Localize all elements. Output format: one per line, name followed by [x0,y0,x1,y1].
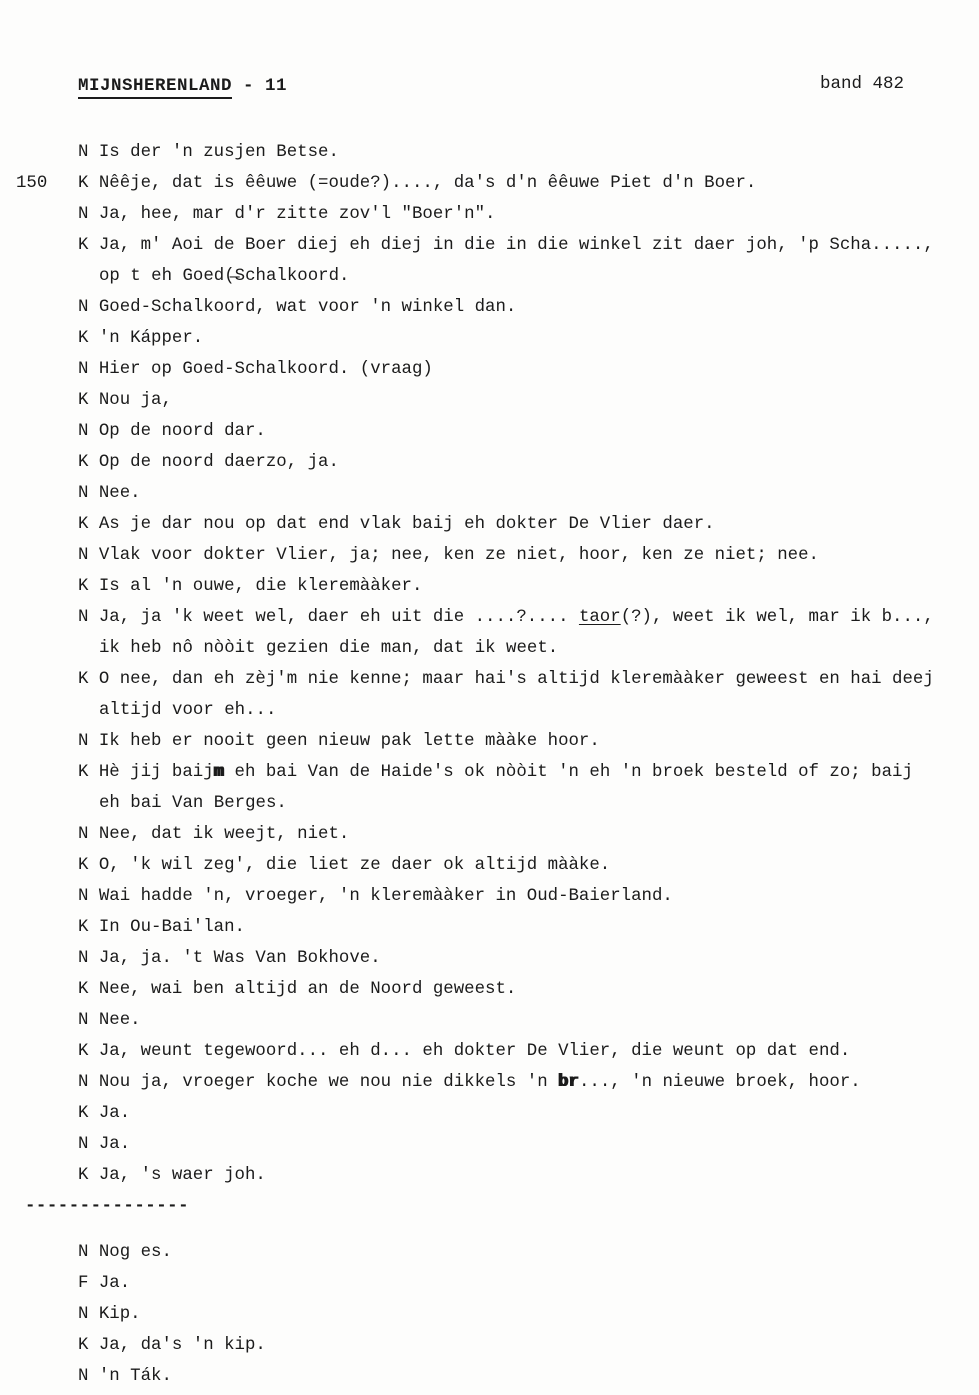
speaker-label: K [78,856,99,875]
overstruck-text: m [213,763,225,782]
transcript-line [78,695,968,726]
transcript-line [78,571,968,602]
utterance-text: Nou ja, vroeger koche we nou nie dikkels 'n [98,1073,559,1092]
transcript-line [78,974,968,1005]
transcript-line [78,416,968,447]
speaker-label: N [78,143,99,162]
utterance-text: ..., 'n nieuwe broek, hoor. [578,1073,861,1092]
speaker-label: N [78,1073,99,1092]
utterance-text: Wai hadde 'n, vroeger, 'n kleremààker in Oud-Baierland. [98,887,673,906]
utterance-text: As je dar nou op dat end vlak baij eh dokter De Vlier daer. [98,515,715,534]
utterance-text: In Ou-Bai'lan. [98,918,245,937]
utterance-text: Ja, ja 'k weet wel, daer eh uit die ....?.... [98,608,579,627]
transcript-line [78,664,968,695]
transcript-line [78,788,968,819]
transcript-line [78,602,968,633]
speaker-label: N [78,484,99,503]
utterance-text: Ja, m' Aoi de Boer diej eh diej in die in die winkel zit daer joh, 'p Scha....., [98,236,934,255]
utterance-text: Nou ja, [98,391,172,410]
transcript-line [78,199,968,230]
transcript-line [78,540,968,571]
transcript-line [78,137,968,168]
speaker-label: N [78,1011,99,1030]
utterance-text: eh bai Van Berges. [99,794,287,813]
speaker-label: K [78,1166,99,1185]
utterance-text: Nee. [98,1011,141,1030]
transcript-line [78,1098,968,1129]
utterance-text: Ja, hee, mar d'r zitte zov'l "Boer'n". [98,205,496,224]
transcript-line [78,478,968,509]
line-number: 150 [16,174,48,193]
speaker-label: N [78,298,99,317]
transcript-line [78,1299,968,1330]
speaker-label: K [78,329,99,348]
transcript-line [78,447,968,478]
speaker-label: K [78,1104,99,1123]
utterance-text: Nee, dat ik weejt, niet. [98,825,350,844]
transcript-line [78,850,968,881]
transcript-body [16,137,968,1392]
speaker-label: K [78,918,99,937]
utterance-text: altijd voor eh... [99,701,277,720]
speaker-label: N [78,205,99,224]
speaker-label: N [78,1367,99,1386]
speaker-label: K [78,1042,99,1061]
utterance-text: Ja, ja. 't Was Van Bokhove. [98,949,381,968]
transcript-line [78,230,968,261]
transcript-line [78,1330,968,1361]
transcript-line [78,1268,968,1299]
transcript-line [16,168,968,199]
speaker-label: K [78,670,99,689]
speaker-label: K [78,763,99,782]
transcript-line [78,1160,968,1191]
utterance-text: Op de noord daerzo, ja. [98,453,339,472]
speaker-label: K [78,577,99,596]
page-title [78,76,287,96]
utterance-text: Kip. [98,1305,141,1324]
utterance-text: 'n Kápper. [98,329,204,348]
utterance-text: Op de noord dar. [98,422,266,441]
transcript-line [78,385,968,416]
utterance-text: Nog es. [98,1243,172,1262]
utterance-text: ik heb nô nòòit gezien die man, dat ik weet. [99,639,559,658]
utterance-text: O, 'k wil zeg', die liet ze daer ok altijd mààke. [98,856,611,875]
transcript-line [78,1237,968,1268]
transcript-line [78,1361,968,1392]
transcript-line [78,354,968,385]
transcript-line [78,1036,968,1067]
utterance-text: 'n Ták. [98,1367,172,1386]
utterance-text: Is der 'n zusjen Betse. [98,143,339,162]
utterance-text: Ja. [98,1274,131,1293]
page-title-number: - 11 [232,76,288,96]
speaker-label: N [78,1305,99,1324]
transcript-line [78,633,968,664]
transcript-line [78,261,968,292]
utterance-text: Nêêje, dat is êêuwe (=oude?)...., da's d'n êêuwe Piet d'n Boer. [98,174,757,193]
speaker-label: N [78,732,99,751]
speaker-label: F [78,1274,99,1293]
transcript-line [78,1005,968,1036]
speaker-label: K [78,174,99,193]
utterance-text: Ja. [98,1104,131,1123]
transcript-line [78,1067,968,1098]
speaker-label: N [78,1243,99,1262]
utterance-text: Nee, wai ben altijd an de Noord geweest. [98,980,517,999]
speaker-label: N [78,360,99,379]
utterance-text: Ja, 's waer joh. [98,1166,266,1185]
utterance-text: Nee. [98,484,141,503]
utterance-text: eh bai Van de Haide's ok nòòit 'n eh 'n broek besteld of zo; baij [224,763,913,782]
speaker-label: N [78,608,99,627]
transcript-line [78,757,968,788]
utterance-text: Hè jij baij [98,763,214,782]
section-separator [25,1191,968,1237]
speaker-label: N [78,887,99,906]
utterance-text: Is al 'n ouwe, die kleremààker. [98,577,423,596]
transcript-line [78,943,968,974]
speaker-label: N [78,1135,99,1154]
speaker-label: K [78,515,99,534]
utterance-text: Ja, weunt tegewoord... eh d... eh dokter De Vlier, die weunt op dat end. [98,1042,851,1061]
transcript-line [78,323,968,354]
underlined-term: taor [578,608,621,627]
speaker-label: K [78,1336,99,1355]
speaker-label: N [78,825,99,844]
transcript-line [78,1129,968,1160]
utterance-text: Ja, da's 'n kip. [98,1336,266,1355]
transcript-line [78,726,968,757]
utterance-text: Vlak voor dokter Vlier, ja; nee, ken ze niet, hoor, ken ze niet; nee. [98,546,819,565]
utterance-text: (?), weet ik wel, mar ik b..., [620,608,934,627]
speaker-label: K [78,391,99,410]
utterance-text: Ja. [98,1135,131,1154]
transcript-line [78,881,968,912]
utterance-text: O nee, dan eh zèj'm nie kenne; maar hai's altijd kleremààker geweest en hai deej [98,670,934,689]
separator-dashes: --------------- [25,1197,190,1216]
page-title-location: MIJNSHERENLAND [78,76,232,99]
transcript-line [78,912,968,943]
transcript-line [78,509,968,540]
utterance-text: Goed-Schalkoord, wat voor 'n winkel dan. [98,298,517,317]
transcript-line [78,292,968,323]
utterance-text: Ik heb er nooit geen nieuw pak lette mààke hoor. [98,732,600,751]
speaker-label: N [78,422,99,441]
speaker-label: K [78,236,99,255]
utterance-text: Hier op Goed-Schalkoord. (vraag) [98,360,433,379]
overstruck-text: br [558,1073,579,1092]
utterance-text: op t eh Goed(̶Schalkoord. [99,267,350,286]
speaker-label: N [78,546,99,565]
band-number: band 482 [820,74,905,94]
speaker-label: K [78,453,99,472]
speaker-label: K [78,980,99,999]
speaker-label: N [78,949,99,968]
transcript-line [78,819,968,850]
